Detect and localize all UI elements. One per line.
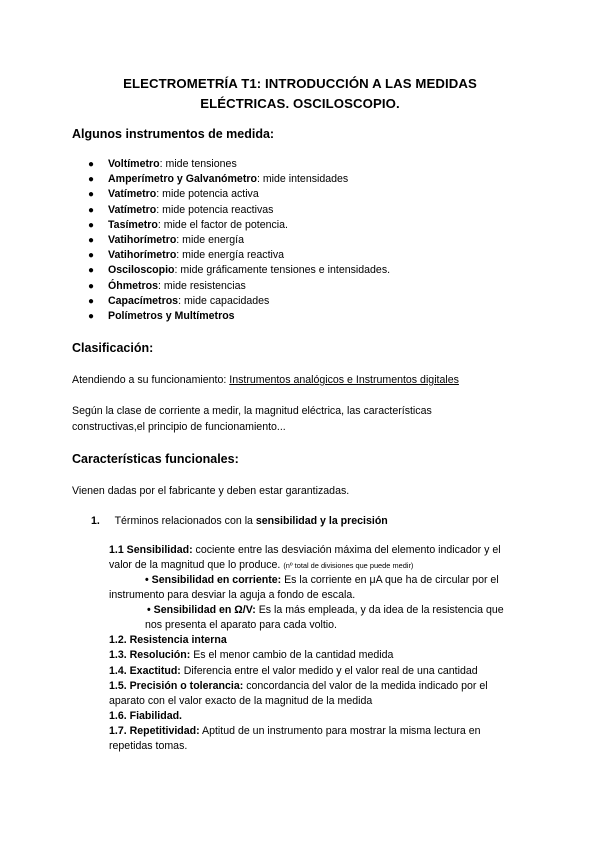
list-item: ● Vatihorímetro: mide energía	[88, 233, 390, 248]
list-item: ● Voltímetro: mide tensiones	[88, 157, 390, 172]
resolucion: 1.3. Resolución: Es el menor cambio de la cantidad medida	[109, 649, 394, 661]
repetitividad: 1.7. Repetitividad: Aptitud de un instrumento para mostrar la misma lectura en repetidas tomas.	[109, 725, 481, 753]
instrumentos-list	[88, 157, 390, 324]
list-item: ● Osciloscopio: mide gráficamente tensiones e intensidades.	[88, 263, 390, 278]
resistencia-interna: 1.2. Resistencia interna	[109, 634, 227, 646]
list-item: ● Amperímetro y Galvanómetro: mide intensidades	[88, 172, 390, 187]
sensibilidad-corriente: • Sensibilidad en corriente: Es la corriente en μA que ha de circular por el instrumento para desviar la aguja a fondo de escala.	[109, 574, 499, 602]
clasificacion-paragraph-2: Según la clase de corriente a medir, la magnitud eléctrica, las características constructivas,el principio de funcionamiento...	[72, 405, 432, 433]
bullet-icon: ●	[88, 250, 95, 262]
precision-tolerancia: 1.5. Precisión o tolerancia: concordancia del valor de la medida indicado por el aparato con el valor exacto de la magnitud de la medida	[109, 680, 488, 708]
list-item: ● Vatímetro: mide potencia reactivas	[88, 203, 390, 218]
bullet-icon: ●	[88, 295, 95, 307]
title-line-2: ELÉCTRICAS. OSCILOSCOPIO.	[200, 96, 400, 111]
numbered-item-1: 1. Términos relacionados con la sensibilidad y la precisión	[91, 515, 388, 527]
exactitud: 1.4. Exactitud: Diferencia entre el valor medido y el valor real de una cantidad	[109, 665, 478, 677]
instrumentos-heading: Algunos instrumentos de medida:	[72, 127, 275, 141]
clasificacion-heading: Clasificación:	[72, 341, 154, 355]
bullet-icon: ●	[88, 174, 95, 186]
list-item: ● Polímetros y Multímetros	[88, 309, 390, 324]
list-item: ● Óhmetros: mide resistencias	[88, 279, 390, 294]
list-item: ● Tasímetro: mide el factor de potencia.	[88, 218, 390, 233]
bullet-icon: ●	[88, 219, 95, 231]
title-line-1: ELECTROMETRÍA T1: INTRODUCCIÓN A LAS MEDIDAS	[123, 76, 477, 91]
page-title	[60, 74, 540, 114]
bullet-icon: ●	[88, 159, 95, 170]
clasificacion-paragraph-1: Atendiendo a su funcionamiento: Instrumentos analógicos e Instrumentos digitales	[72, 374, 459, 386]
bullet-icon: ●	[88, 311, 95, 323]
fiabilidad: 1.6. Fiabilidad.	[109, 710, 182, 722]
sensibilidad-ohm-voltio: • Sensibilidad en Ω/V: Es la más empleada, y da idea de la resistencia que nos presenta el aparato para cada voltio.	[145, 604, 504, 632]
bullet-icon: ●	[88, 280, 95, 292]
list-item: ● Capacímetros: mide capacidades	[88, 294, 390, 309]
bullet-icon: ●	[88, 189, 95, 201]
bullet-icon: ●	[88, 265, 95, 277]
bullet-icon: ●	[88, 204, 95, 216]
caracteristicas-intro: Vienen dadas por el fabricante y deben estar garantizadas.	[72, 485, 350, 497]
sensibilidad-section: 1.1 Sensibilidad: cociente entre las desviación máxima del elemento indicador y el valor de la magnitud que lo produce. (nº total de divisiones que puede medir)	[109, 544, 501, 572]
list-item: ● Vatihorímetro: mide energía reactiva	[88, 248, 390, 263]
list-item: ● Vatímetro: mide potencia activa	[88, 187, 390, 202]
caracteristicas-heading: Características funcionales:	[72, 452, 239, 466]
bullet-icon: ●	[88, 235, 95, 247]
instrumentos-link[interactable]: Instrumentos analógicos e Instrumentos digitales	[229, 374, 459, 386]
